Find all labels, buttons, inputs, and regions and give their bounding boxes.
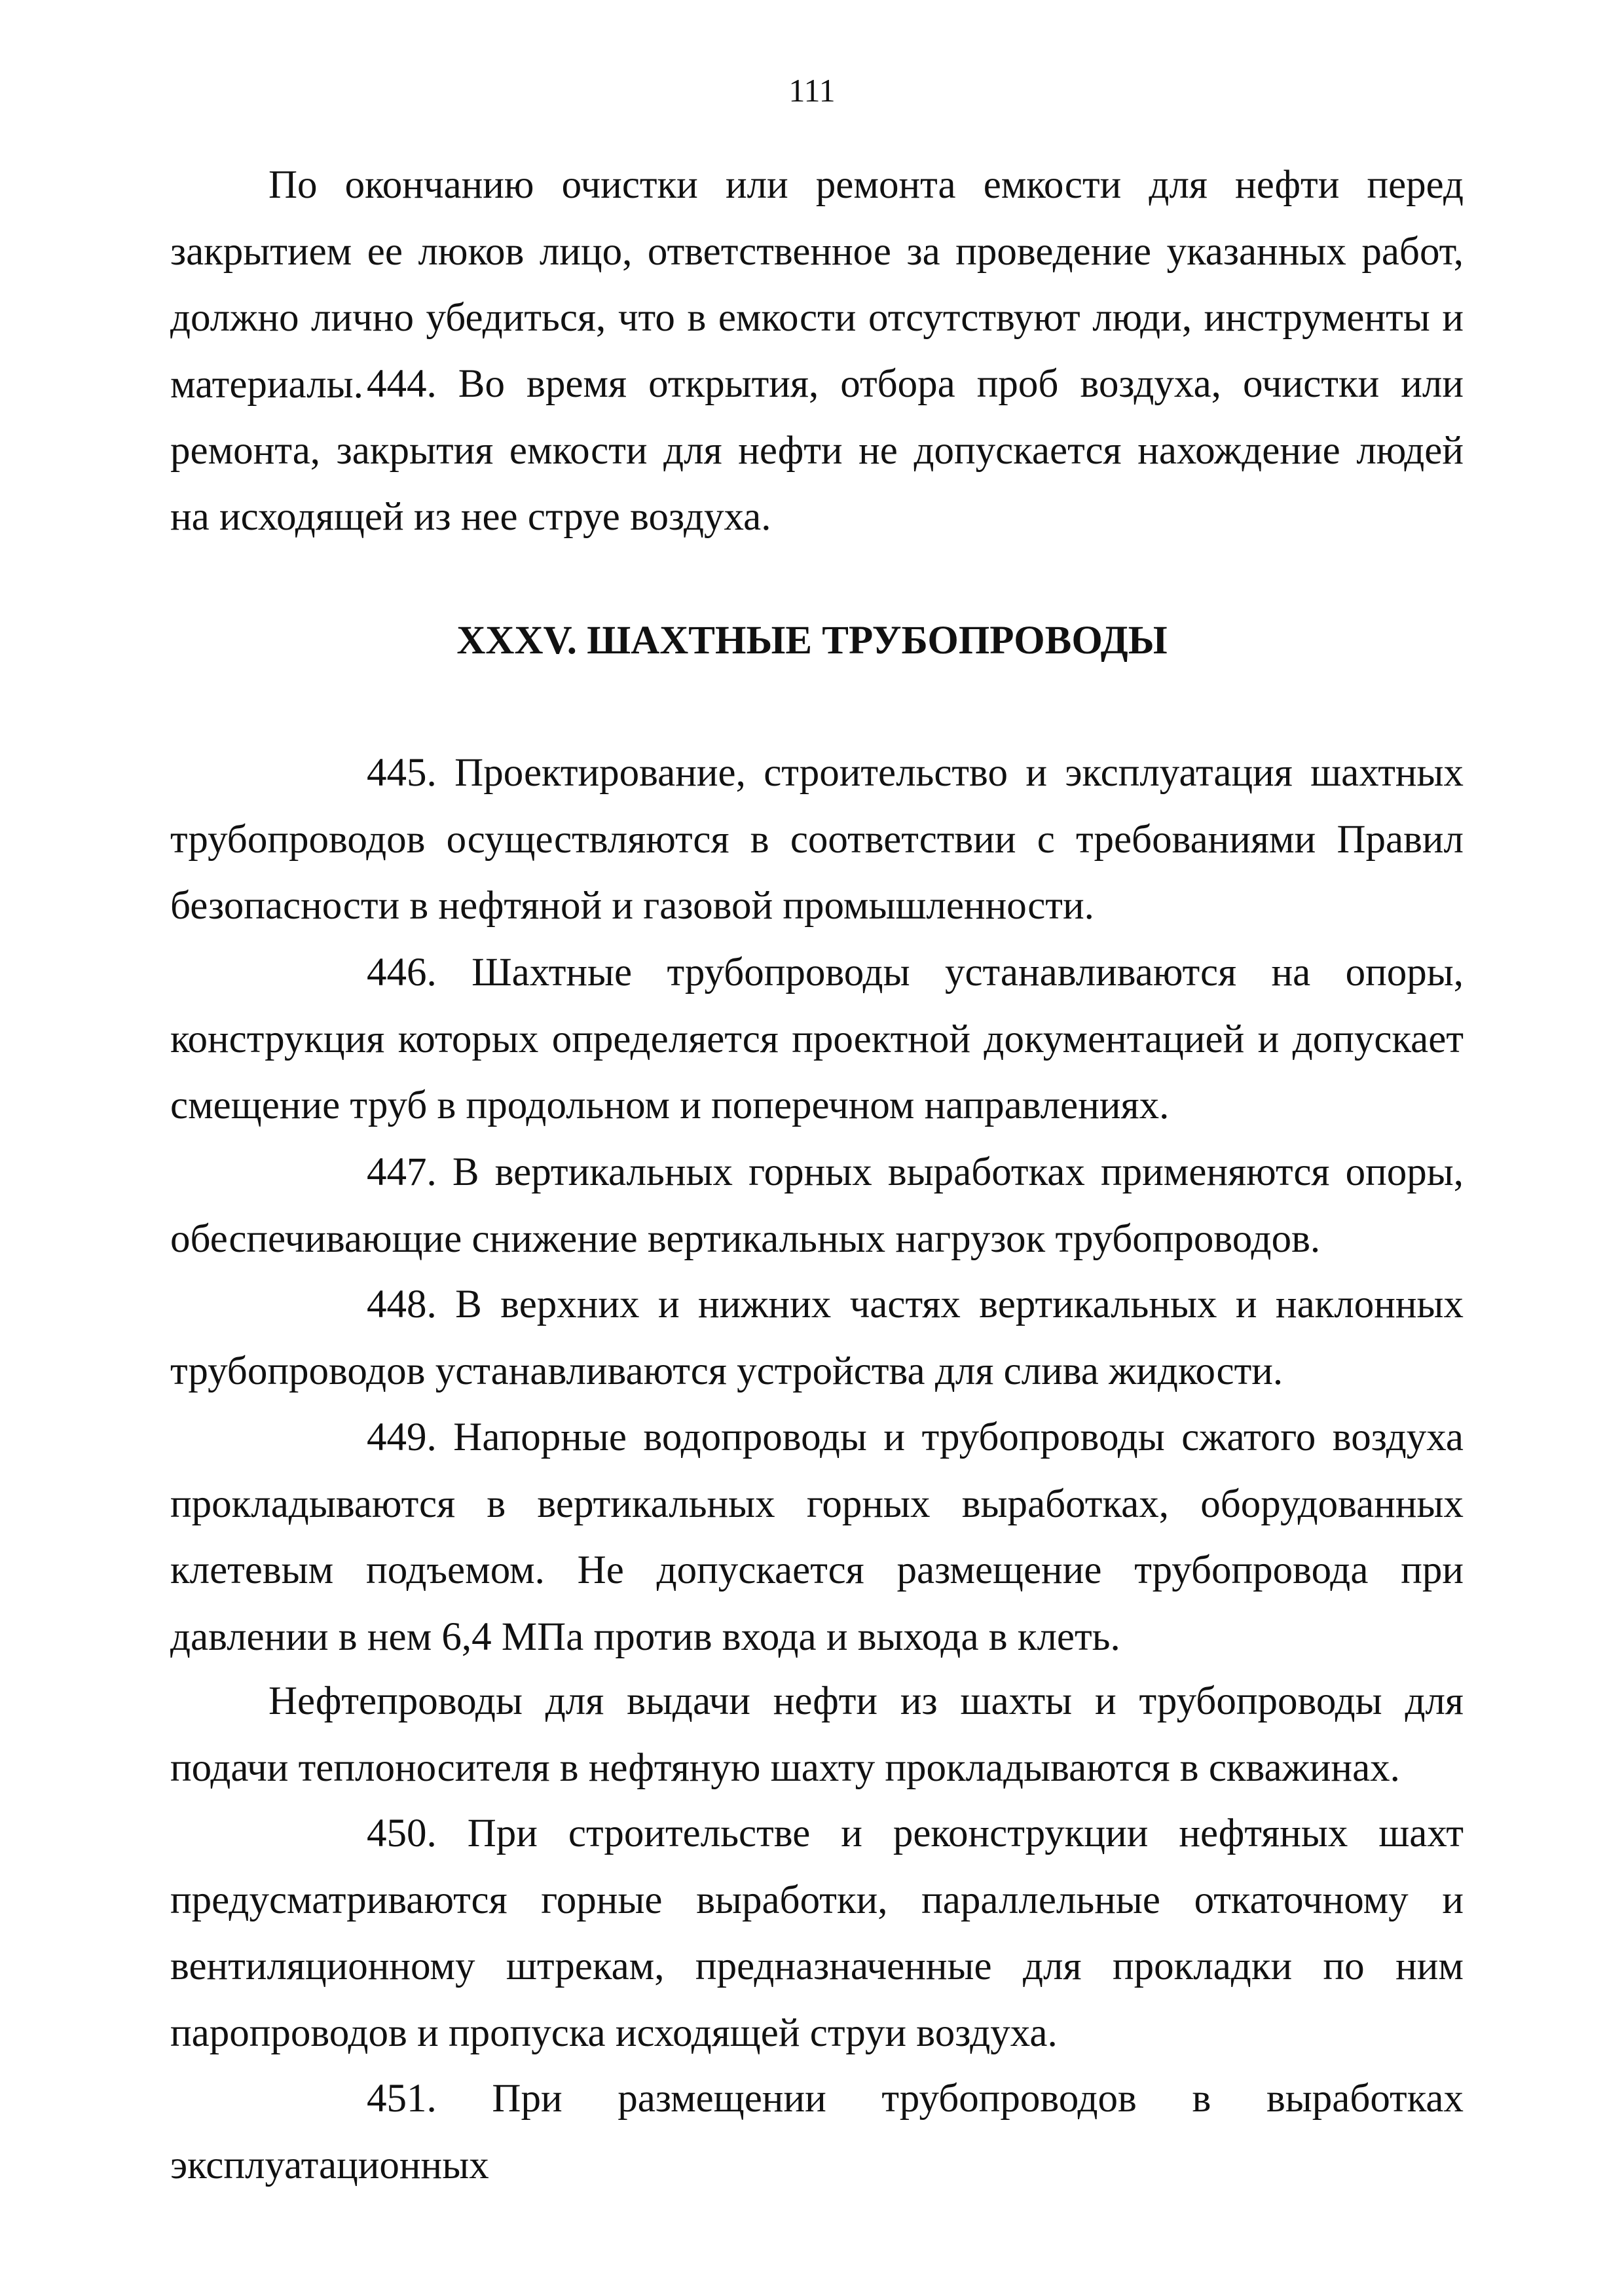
- paragraph-text: Нефтепроводы для выдачи нефти из шахты и трубопроводы для подачи теплоносителя в нефтяную шахту прокладываются в скважинах.: [170, 1679, 1464, 1790]
- page-number: 111: [788, 72, 836, 109]
- paragraph-449: [170, 1404, 1464, 1670]
- paragraph-number: 451.: [367, 2077, 437, 2121]
- paragraph-text: Проектирование, строительство и эксплуатация шахтных трубопроводов осуществляются в соответствии с требованиями Правил безопасности в нефтяной и газовой промышленности.: [170, 751, 1464, 928]
- paragraph-444: [170, 351, 1464, 551]
- paragraph-447: [170, 1139, 1464, 1272]
- paragraph-text: Во время открытия, отбора проб воздуха, очистки или ремонта, закрытия емкости для нефти не допускается нахождение людей на исходящей из нее струе воздуха.: [170, 362, 1464, 539]
- paragraph-number: 448.: [367, 1283, 437, 1326]
- paragraph-text: Шахтные трубопроводы устанавливаются на опоры, конструкция которых определяется проектной документацией и допускает смещение труб в продольном и поперечном направлениях.: [170, 951, 1464, 1127]
- paragraph-445: [170, 740, 1464, 939]
- paragraph-number: 449.: [367, 1415, 437, 1459]
- paragraph-text: Напорные водопроводы и трубопроводы сжатого воздуха прокладываются в вертикальных горных выработках, оборудованных клетевым подъемом. Не допускается размещение трубопровода при давлении в нем 6,4 МПа против входа и выхода в клеть.: [170, 1415, 1464, 1659]
- paragraph-number: 444.: [367, 362, 437, 406]
- paragraph-text: При размещении трубопроводов в выработках эксплуатационных: [170, 2077, 1464, 2187]
- section-heading: XXXV. ШАХТНЫЕ ТРУБОПРОВОДЫ: [456, 619, 1168, 663]
- paragraph-446: [170, 939, 1464, 1139]
- paragraph-number: 447.: [367, 1150, 437, 1194]
- paragraph-text: По окончанию очистки или ремонта емкости для нефти перед закрытием ее люков лицо, ответственное за проведение указанных работ, должно лично убедиться, что в емкости отсутствуют люди, инструменты и материалы.: [170, 163, 1464, 407]
- paragraph-448: [170, 1271, 1464, 1404]
- paragraph-449-continuation: [170, 1668, 1464, 1801]
- paragraph-number: 446.: [367, 951, 437, 994]
- paragraph-text: В вертикальных горных выработках применяются опоры, обеспечивающие снижение вертикальных нагрузок трубопроводов.: [170, 1150, 1464, 1261]
- paragraph-text: При строительстве и реконструкции нефтяных шахт предусматриваются горные выработки, параллельные откаточному и вентиляционному штрекам, предназначенные для прокладки по ним паропроводов и пропуска исходящей струи воздуха.: [170, 1812, 1464, 2055]
- paragraph-number: 445.: [367, 751, 437, 795]
- paragraph-number: 450.: [367, 1812, 437, 1855]
- paragraph-text: В верхних и нижних частях вертикальных и наклонных трубопроводов устанавливаются устройства для слива жидкости.: [170, 1283, 1464, 1393]
- paragraph-450: [170, 1800, 1464, 2066]
- paragraph-451: [170, 2066, 1464, 2198]
